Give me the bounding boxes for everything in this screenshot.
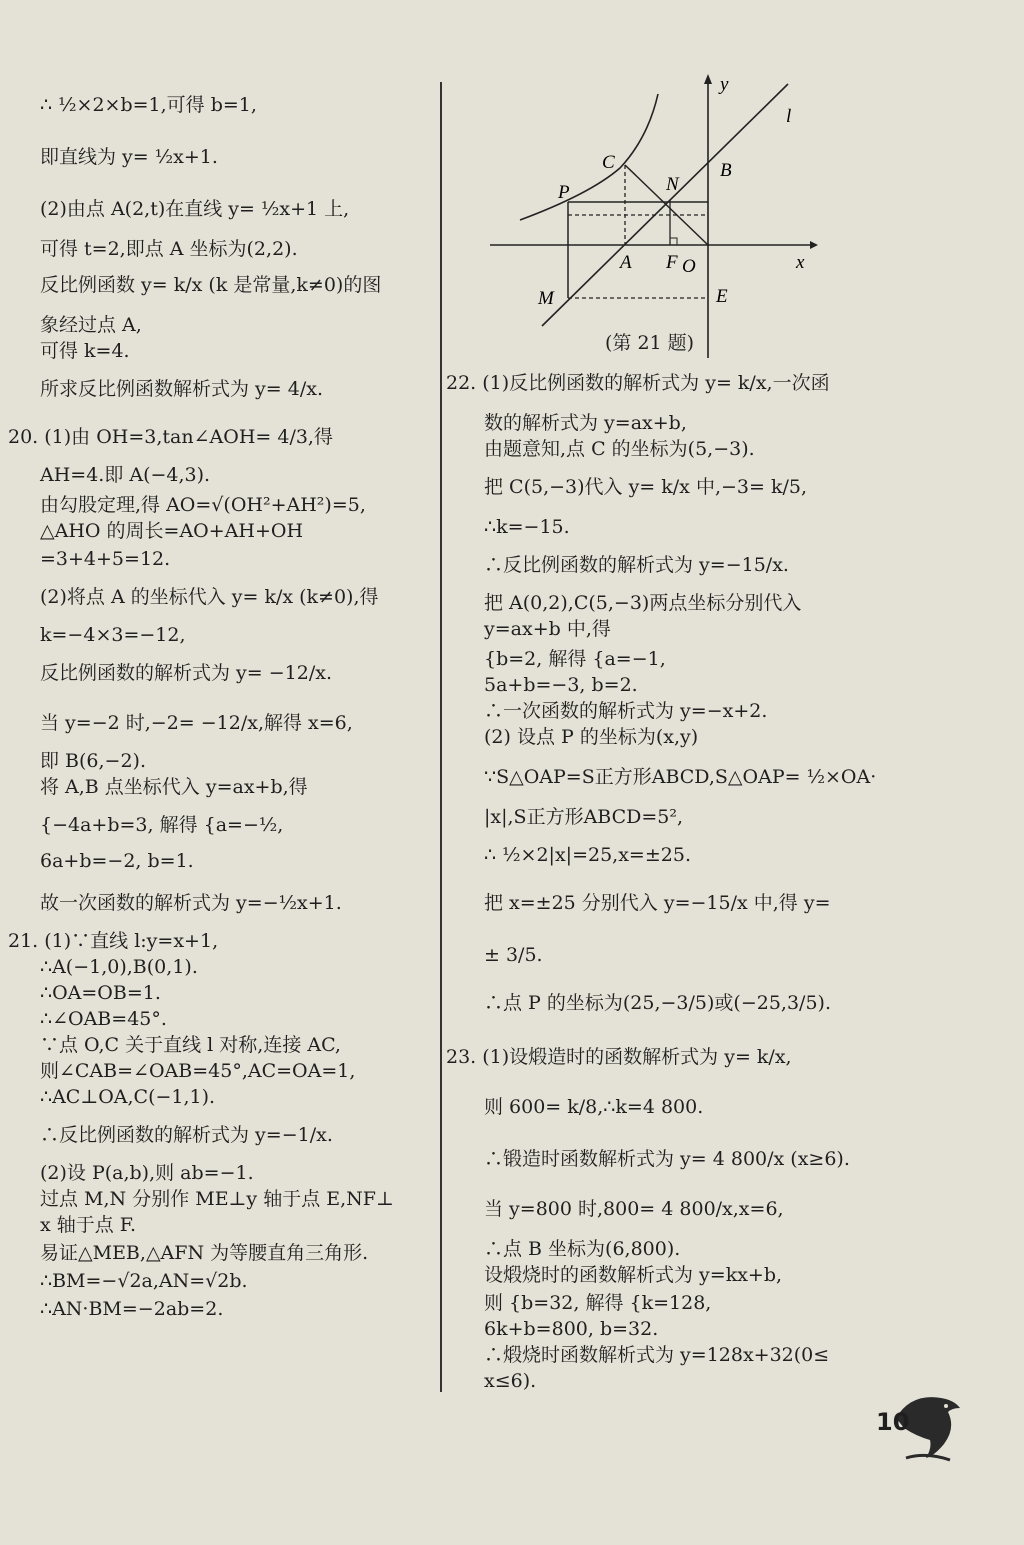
label-e: E bbox=[716, 286, 728, 307]
label-o: O bbox=[682, 256, 696, 277]
right-angle-mark bbox=[670, 238, 677, 245]
label-m: M bbox=[538, 288, 554, 309]
left-text-line: 故一次函数的解析式为 y=−½x+1. bbox=[40, 892, 342, 914]
label-x: x bbox=[796, 252, 805, 273]
left-text-line: 反比例函数的解析式为 y= −12/x. bbox=[40, 662, 332, 684]
left-text-line: AH=4.即 A(−4,3). bbox=[40, 464, 211, 486]
right-text-line: 把 C(5,−3)代入 y= k/x 中,−3= k/5, bbox=[484, 476, 807, 498]
hyperbola-curve bbox=[520, 94, 658, 220]
left-text-line: (2)由点 A(2,t)在直线 y= ½x+1 上, bbox=[40, 198, 350, 220]
right-text-line: ∴煅烧时函数解析式为 y=128x+32(0≤ bbox=[484, 1344, 830, 1366]
left-text-line: 易证△MEB,△AFN 为等腰直角三角形. bbox=[40, 1242, 369, 1264]
right-text-line: 由题意知,点 C 的坐标为(5,−3). bbox=[484, 438, 755, 460]
left-text-line: 则∠CAB=∠OAB=45°,AC=OA=1, bbox=[40, 1060, 356, 1082]
label-y: y bbox=[720, 74, 729, 95]
left-text-line: 反比例函数 y= k/x (k 是常量,k≠0)的图 bbox=[40, 274, 382, 296]
left-text-line: ∴BM=−√2a,AN=√2b. bbox=[40, 1270, 248, 1292]
label-l: l bbox=[786, 106, 792, 127]
right-text-line: x≤6). bbox=[484, 1370, 537, 1392]
left-text-line: 即直线为 y= ½x+1. bbox=[40, 146, 218, 168]
line-l bbox=[542, 84, 788, 326]
left-text-line: ∴OA=OB=1. bbox=[40, 982, 161, 1004]
x-axis-arrow bbox=[810, 241, 818, 249]
right-text-line: 22. (1)反比例函数的解析式为 y= k/x,一次函 bbox=[446, 372, 830, 394]
y-axis-arrow bbox=[704, 74, 712, 84]
left-text-line: 即 B(6,−2). bbox=[40, 750, 147, 772]
left-text-line: 象经过点 A, bbox=[40, 314, 142, 336]
left-text-line: 可得 k=4. bbox=[40, 340, 130, 362]
left-text-line: △AHO 的周长=AO+AH+OH bbox=[40, 520, 304, 542]
left-text-line: ∴∠OAB=45°. bbox=[40, 1008, 167, 1030]
label-f: F bbox=[666, 252, 678, 273]
right-text-line: 当 y=800 时,800= 4 800/x,x=6, bbox=[484, 1198, 784, 1220]
right-text-line: ∵S△OAP=S正方形ABCD,S△OAP= ½×OA· bbox=[484, 766, 877, 788]
label-c: C bbox=[602, 152, 615, 173]
right-text-line: |x|,S正方形ABCD=5², bbox=[484, 806, 684, 828]
left-text-line: 可得 t=2,即点 A 坐标为(2,2). bbox=[40, 238, 298, 260]
right-text-line: ∴反比例函数的解析式为 y=−15/x. bbox=[484, 554, 789, 576]
right-text-line: ± 3/5. bbox=[484, 944, 543, 966]
left-text-line: k=−4×3=−12, bbox=[40, 624, 186, 646]
figure-caption: (第 21 题) bbox=[605, 332, 695, 354]
left-text-line: 由勾股定理,得 AO=√(OH²+AH²)=5, bbox=[40, 494, 366, 516]
left-text-line: {−4a+b=3, 解得 {a=−½, bbox=[40, 814, 284, 836]
left-text-line: ∴A(−1,0),B(0,1). bbox=[40, 956, 198, 978]
left-text-line: =3+4+5=12. bbox=[40, 548, 171, 570]
label-p: P bbox=[558, 182, 570, 203]
label-a: A bbox=[620, 252, 632, 273]
right-text-line: 则 {b=32, 解得 {k=128, bbox=[484, 1292, 712, 1314]
left-text-line: ∴AN·BM=−2ab=2. bbox=[40, 1298, 224, 1320]
figure-21 bbox=[480, 72, 820, 362]
left-text-line: ∵点 O,C 关于直线 l 对称,连接 AC, bbox=[40, 1034, 341, 1056]
right-text-line: ∴点 B 坐标为(6,800). bbox=[484, 1238, 681, 1260]
right-text-line: 把 A(0,2),C(5,−3)两点坐标分别代入 bbox=[484, 592, 802, 614]
right-text-line: 则 600= k/8,∴k=4 800. bbox=[484, 1096, 704, 1118]
left-text-line: 21. (1)∵直线 l:y=x+1, bbox=[8, 930, 219, 952]
right-text-line: 5a+b=−3, b=2. bbox=[484, 674, 638, 696]
left-text-line: 过点 M,N 分别作 ME⊥y 轴于点 E,NF⊥ bbox=[40, 1188, 394, 1210]
right-text-line: ∴一次函数的解析式为 y=−x+2. bbox=[484, 700, 768, 722]
right-text-line: 把 x=±25 分别代入 y=−15/x 中,得 y= bbox=[484, 892, 831, 914]
label-b: B bbox=[720, 160, 732, 181]
left-text-line: ∴ ½×2×b=1,可得 b=1, bbox=[40, 94, 257, 116]
right-text-line: (2) 设点 P 的坐标为(x,y) bbox=[484, 726, 699, 748]
left-text-line: 将 A,B 点坐标代入 y=ax+b,得 bbox=[40, 776, 308, 798]
page-number: 10 bbox=[876, 1408, 910, 1436]
right-text-line: 设煅烧时的函数解析式为 y=kx+b, bbox=[484, 1264, 783, 1286]
left-text-line: ∴AC⊥OA,C(−1,1). bbox=[40, 1086, 216, 1108]
right-text-line: 数的解析式为 y=ax+b, bbox=[484, 412, 687, 434]
left-text-line: (2)将点 A 的坐标代入 y= k/x (k≠0),得 bbox=[40, 586, 379, 608]
left-text-line: (2)设 P(a,b),则 ab=−1. bbox=[40, 1162, 254, 1184]
right-text-line: ∴锻造时函数解析式为 y= 4 800/x (x≥6). bbox=[484, 1148, 850, 1170]
left-text-line: 20. (1)由 OH=3,tan∠AOH= 4/3,得 bbox=[8, 426, 333, 448]
right-text-line: ∴ ½×2|x|=25,x=±25. bbox=[484, 844, 691, 866]
left-text-line: 当 y=−2 时,−2= −12/x,解得 x=6, bbox=[40, 712, 353, 734]
left-text-line: ∴反比例函数的解析式为 y=−1/x. bbox=[40, 1124, 333, 1146]
column-divider bbox=[440, 82, 442, 1392]
right-text-line: y=ax+b 中,得 bbox=[484, 618, 611, 640]
right-text-line: 23. (1)设煅造时的函数解析式为 y= k/x, bbox=[446, 1046, 792, 1068]
right-text-line: ∴k=−15. bbox=[484, 516, 570, 538]
left-text-line: 所求反比例函数解析式为 y= 4/x. bbox=[40, 378, 323, 400]
right-text-line: 6k+b=800, b=32. bbox=[484, 1318, 659, 1340]
label-n: N bbox=[666, 174, 679, 195]
right-text-line: {b=2, 解得 {a=−1, bbox=[484, 648, 666, 670]
left-text-line: x 轴于点 F. bbox=[40, 1214, 137, 1236]
right-text-line: ∴点 P 的坐标为(25,−3/5)或(−25,3/5). bbox=[484, 992, 831, 1014]
left-text-line: 6a+b=−2, b=1. bbox=[40, 850, 194, 872]
